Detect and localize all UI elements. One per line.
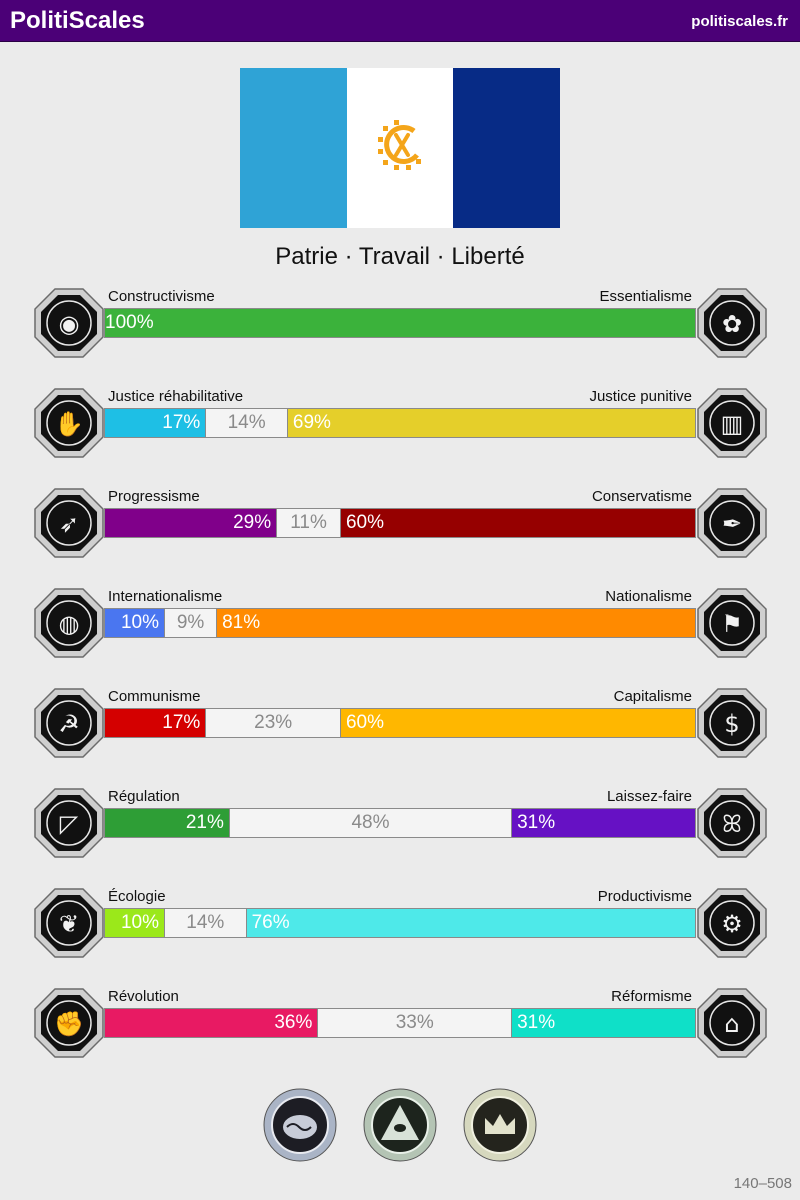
axis-left-segment: 10% bbox=[105, 609, 164, 637]
ruler-icon bbox=[34, 788, 104, 858]
top-bar bbox=[0, 0, 800, 42]
svg-text:✊: ✊ bbox=[54, 1010, 84, 1038]
axis-bar bbox=[104, 808, 696, 838]
svg-text:⌂: ⌂ bbox=[724, 1010, 740, 1038]
axis-bar bbox=[104, 508, 696, 538]
axis-row bbox=[0, 788, 800, 868]
svg-text:☭: ☭ bbox=[58, 710, 80, 738]
axis-neutral-segment: 14% bbox=[164, 909, 247, 937]
eye-icon bbox=[34, 288, 104, 358]
axis-left-label: Régulation bbox=[108, 788, 180, 805]
brain-seal-icon bbox=[263, 1088, 337, 1162]
sprout-icon bbox=[34, 888, 104, 958]
crown-seal-icon bbox=[463, 1088, 537, 1162]
gear-icon bbox=[697, 888, 767, 958]
axis-bar bbox=[104, 408, 696, 438]
axis-right-segment: 31% bbox=[512, 809, 695, 837]
axis-row bbox=[0, 688, 800, 768]
axis-left-label: Constructivisme bbox=[108, 288, 215, 305]
svg-text:◍: ◍ bbox=[58, 610, 80, 638]
axis-right-label: Réformisme bbox=[611, 988, 692, 1005]
axis-right-label: Productivisme bbox=[597, 888, 692, 905]
fist-icon bbox=[34, 988, 104, 1058]
axis-right-segment: 60% bbox=[341, 509, 695, 537]
axis-left-label: Progressisme bbox=[108, 488, 200, 505]
axis-right-label: Capitalisme bbox=[613, 688, 692, 705]
axis-left-label: Révolution bbox=[108, 988, 179, 1005]
prison-bars-icon bbox=[697, 388, 767, 458]
svg-text:✋: ✋ bbox=[54, 410, 84, 438]
axis-row bbox=[0, 588, 800, 668]
dna-flower-icon bbox=[697, 288, 767, 358]
axis-bar bbox=[104, 908, 696, 938]
axis-left-label: Justice réhabilitative bbox=[108, 388, 244, 405]
axis-row bbox=[0, 288, 800, 368]
axis-left-segment: 29% bbox=[105, 509, 276, 537]
site-link[interactable]: politiscales.fr bbox=[691, 13, 788, 30]
svg-text:✿: ✿ bbox=[721, 310, 743, 338]
axis-row bbox=[0, 388, 800, 468]
axis-left-segment: 17% bbox=[105, 409, 205, 437]
parliament-icon bbox=[697, 988, 767, 1058]
handshake-icon bbox=[34, 388, 104, 458]
flag-motto: Patrie · Travail · Liberté bbox=[275, 243, 525, 270]
svg-text:➶: ➶ bbox=[58, 510, 80, 538]
axis-left-label: Écologie bbox=[108, 888, 166, 905]
quill-icon bbox=[697, 488, 767, 558]
code-label: 140–508 bbox=[733, 1175, 792, 1192]
axis-bar bbox=[104, 1008, 696, 1038]
axis-neutral-segment: 11% bbox=[276, 509, 341, 537]
axis-row bbox=[0, 988, 800, 1068]
axis-row bbox=[0, 488, 800, 568]
svg-text:⚑: ⚑ bbox=[721, 610, 743, 638]
axis-neutral-segment: 48% bbox=[229, 809, 512, 837]
axis-left-segment: 17% bbox=[105, 709, 205, 737]
axis-left-label: Internationalisme bbox=[108, 588, 223, 605]
flag-stripe-left bbox=[240, 68, 347, 228]
svg-text:$: $ bbox=[724, 710, 740, 738]
svg-text:ꕤ: ꕤ bbox=[722, 810, 742, 838]
axis-right-label: Justice punitive bbox=[589, 388, 692, 405]
axis-right-label: Laissez-faire bbox=[606, 788, 692, 805]
flag-stripe-right bbox=[453, 68, 560, 228]
axis-left-segment: 21% bbox=[105, 809, 229, 837]
axis-right-label: Conservatisme bbox=[591, 488, 692, 505]
gear-cross-icon bbox=[374, 117, 430, 173]
svg-text:✒: ✒ bbox=[721, 510, 743, 538]
badges-row bbox=[0, 1088, 800, 1164]
axis-neutral-segment: 33% bbox=[317, 1009, 512, 1037]
svg-text:▥: ▥ bbox=[720, 410, 744, 438]
axis-right-label: Nationalisme bbox=[605, 588, 692, 605]
axis-left-label: Communisme bbox=[108, 688, 201, 705]
axis-bar bbox=[104, 608, 696, 638]
axis-right-label: Essentialisme bbox=[599, 288, 692, 305]
axis-right-segment: 76% bbox=[247, 909, 695, 937]
axis-left-segment: 36% bbox=[105, 1009, 317, 1037]
money-bag-icon bbox=[697, 688, 767, 758]
axis-neutral-segment: 9% bbox=[164, 609, 217, 637]
svg-text:⚙: ⚙ bbox=[721, 910, 743, 938]
axis-row bbox=[0, 888, 800, 968]
svg-text:◸: ◸ bbox=[59, 810, 79, 838]
axis-bar bbox=[104, 708, 696, 738]
axis-left-segment: 10% bbox=[105, 909, 164, 937]
butterfly-icon bbox=[697, 788, 767, 858]
hammer-sickle-icon bbox=[34, 688, 104, 758]
flag-icon bbox=[697, 588, 767, 658]
axis-left-segment: 100% bbox=[105, 309, 695, 337]
axis-right-segment: 60% bbox=[341, 709, 695, 737]
flag-stripe-center bbox=[347, 68, 454, 228]
svg-text:◉: ◉ bbox=[58, 310, 80, 338]
app-title[interactable]: PolitiScales bbox=[10, 7, 145, 34]
axis-neutral-segment: 23% bbox=[205, 709, 341, 737]
axis-right-segment: 31% bbox=[512, 1009, 695, 1037]
axis-right-segment: 69% bbox=[288, 409, 695, 437]
generated-flag bbox=[240, 68, 560, 228]
svg-text:❦: ❦ bbox=[58, 910, 80, 938]
axis-neutral-segment: 14% bbox=[205, 409, 288, 437]
rocket-icon bbox=[34, 488, 104, 558]
globe-icon bbox=[34, 588, 104, 658]
eye-pyramid-seal-icon bbox=[363, 1088, 437, 1162]
axis-right-segment: 81% bbox=[217, 609, 695, 637]
axis-bar bbox=[104, 308, 696, 338]
